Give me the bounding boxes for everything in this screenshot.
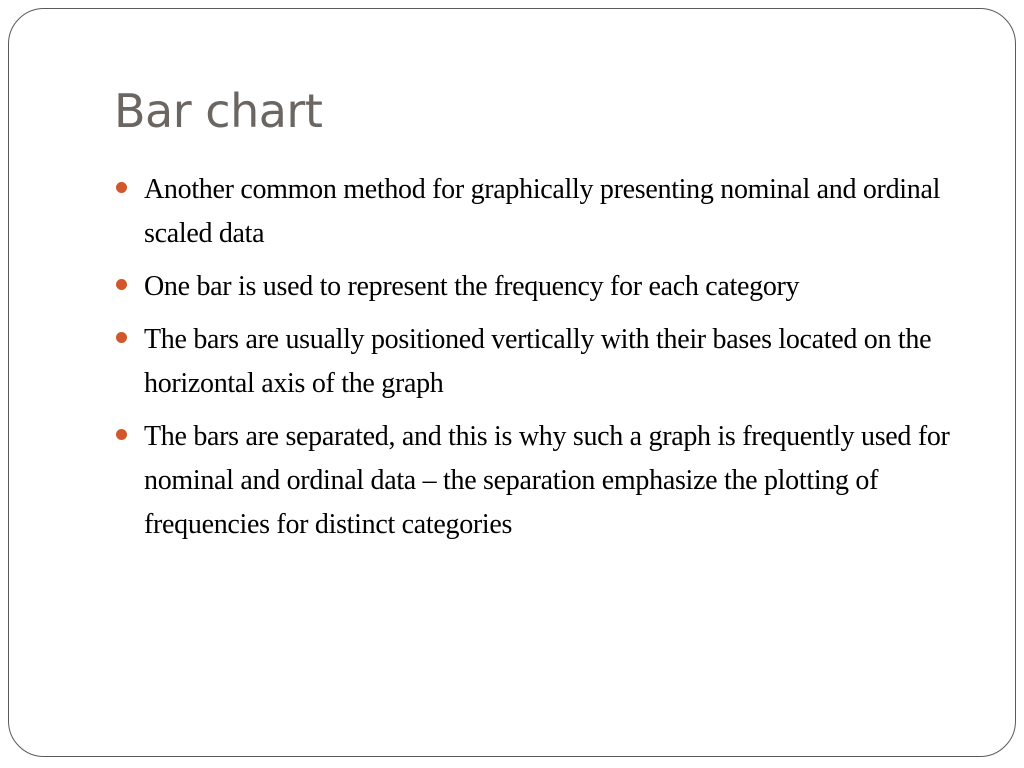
list-item: [114, 168, 974, 256]
bullet-dot-icon: [116, 279, 127, 290]
bullet-text: The bars are usually positioned vertically with their bases located on the horizontal axis of the graph: [144, 324, 932, 399]
bullet-dot-icon: [116, 182, 127, 193]
bullet-text: The bars are separated, and this is why such a graph is frequently used for nominal and ordinal data – the separation emphasize the plotting of frequencies for distinct categories: [144, 421, 950, 540]
bullet-list: [114, 168, 974, 556]
bullet-text: One bar is used to represent the frequency for each category: [144, 271, 800, 302]
slide-title: Bar chart: [114, 84, 323, 138]
bullet-text: Another common method for graphically presenting nominal and ordinal scaled data: [144, 174, 941, 249]
bullet-dot-icon: [116, 332, 127, 343]
list-item: [114, 265, 974, 309]
bullet-dot-icon: [116, 429, 127, 440]
list-item: [114, 318, 974, 406]
list-item: [114, 415, 974, 547]
